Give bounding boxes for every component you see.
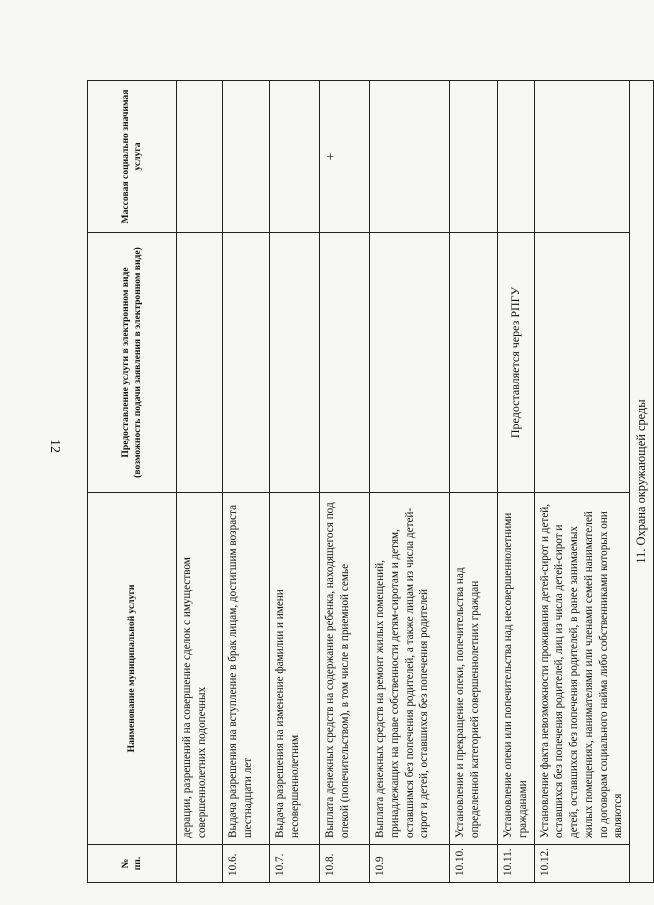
rotated-page-content bbox=[87, 81, 649, 883]
row-num: 10.10. bbox=[450, 845, 498, 883]
row-electronic bbox=[534, 233, 630, 493]
row-mass: + bbox=[320, 81, 370, 233]
row-num: 10.7. bbox=[270, 845, 320, 883]
row-mass bbox=[370, 81, 450, 233]
row-mass bbox=[534, 81, 630, 233]
row-name: Установление опеки или попечительства над несовершеннолетними гражданами bbox=[498, 493, 535, 845]
services-table bbox=[87, 80, 654, 883]
row-name: Выплата денежных средств на ремонт жилых помещений, принадлежащих на праве собственности детям-сиротам и детям, оставшимся без попечения родителей, а также лицам из числа детей-сирот и детей, оставшихся без попечения родителей bbox=[370, 493, 450, 845]
table-row bbox=[320, 81, 370, 883]
header-electronic: Предоставление услуги в электронном виде (возможность подачи заявления в электронном виде) bbox=[88, 233, 177, 493]
row-mass bbox=[223, 81, 270, 233]
row-electronic bbox=[320, 233, 370, 493]
row-electronic bbox=[270, 233, 320, 493]
row-num: 10.8. bbox=[320, 845, 370, 883]
row-name: Выдача разрешения на изменение фамилии и имени несовершеннолетним bbox=[270, 493, 320, 845]
section-title: 11. Охрана окружающей среды bbox=[630, 81, 653, 883]
header-name: Наименование муниципальной услуги bbox=[88, 493, 177, 845]
page-number: 12 bbox=[47, 439, 62, 453]
row-num bbox=[177, 845, 223, 883]
row-electronic bbox=[177, 233, 223, 493]
row-name: Выплата денежных средств на содержание ребенка, находящегося под опекой (попечительством), в том числе в приемной семье bbox=[320, 493, 370, 845]
row-name: Установление факта невозможности проживания детей-сирот и детей, оставшихся без попечения родителей, лиц из числа детей-сирот и детей, оставшихся без попечения родителей, в ранее занимаемых жилых помещениях, нанимателями или членами семей нанимателей по договорам социального найма либо собственниками которых они являются bbox=[534, 493, 630, 845]
row-mass bbox=[177, 81, 223, 233]
table-header-row bbox=[88, 81, 177, 883]
table-row bbox=[370, 81, 450, 883]
table-row bbox=[223, 81, 270, 883]
table-row bbox=[534, 81, 630, 883]
header-mass: Массовая социально значимая услуга bbox=[88, 81, 177, 233]
row-name: дерации, разрешений на совершение сделок с имуществом совершеннолетних подопечных bbox=[177, 493, 223, 845]
row-mass bbox=[498, 81, 535, 233]
row-electronic bbox=[450, 233, 498, 493]
table-row bbox=[450, 81, 498, 883]
row-mass bbox=[270, 81, 320, 233]
header-num: № пп. bbox=[88, 845, 177, 883]
table-row bbox=[177, 81, 223, 883]
row-name: Выдача разрешения на вступление в брак лицам, достигшим возраста шестнадцати лет bbox=[223, 493, 270, 845]
row-num: 10.11. bbox=[498, 845, 535, 883]
row-num: 10.12. bbox=[534, 845, 630, 883]
row-electronic bbox=[370, 233, 450, 493]
row-mass bbox=[450, 81, 498, 233]
table-row bbox=[498, 81, 535, 883]
row-electronic: Предоставляется через РПГУ bbox=[498, 233, 535, 493]
row-num: 10.9 bbox=[370, 845, 450, 883]
row-name: Установление и прекращение опеки, попечительства над определенной категорией совершеннолетних граждан bbox=[450, 493, 498, 845]
table-row bbox=[270, 81, 320, 883]
section-row bbox=[630, 81, 653, 883]
row-num: 10.6. bbox=[223, 845, 270, 883]
row-electronic bbox=[223, 233, 270, 493]
